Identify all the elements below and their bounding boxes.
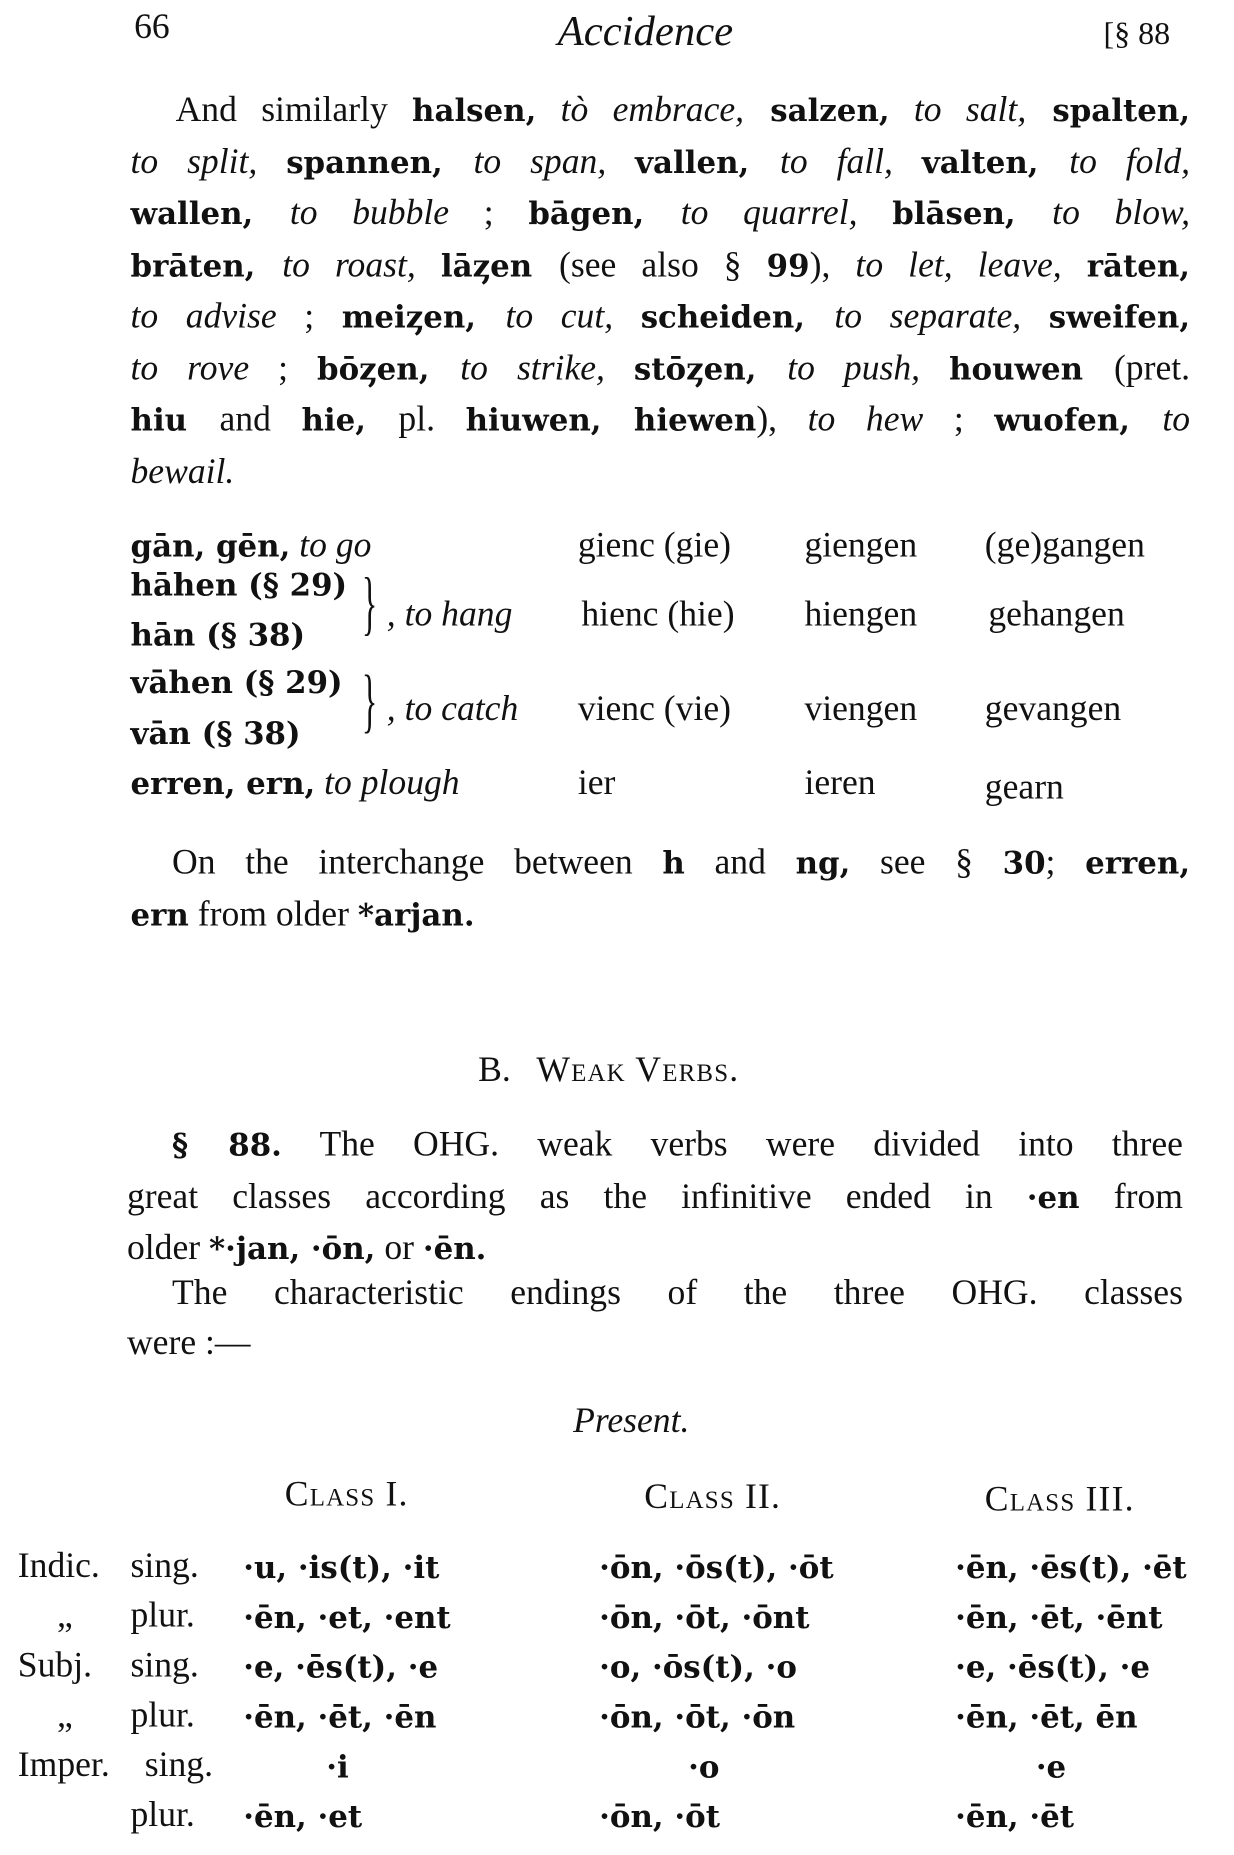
column-header: Class II. — [644, 1477, 782, 1517]
headword: bōȥen, — [316, 351, 461, 388]
verb-row-plough — [131, 758, 460, 810]
mood-label: Indic. — [17, 1546, 100, 1586]
mood-label: Imper. — [17, 1745, 110, 1785]
ending-cell: ·ēn, ·et — [243, 1799, 363, 1836]
headword: h — [662, 845, 685, 882]
infinitive: gān, gēn, — [130, 529, 291, 565]
text-run: On the interchange between — [172, 842, 663, 882]
gloss: to go — [299, 525, 372, 565]
ending-cell: ·u, ·is(t), ·it — [243, 1550, 440, 1587]
text-line — [127, 1268, 1183, 1317]
table-title: Present. — [573, 1401, 690, 1441]
ending-cell: ·e — [1035, 1750, 1067, 1786]
paragraph-similarly — [131, 85, 1191, 496]
headword: wallen, — [130, 196, 290, 233]
number-label: sing. — [130, 1546, 199, 1586]
ending-cell: ·o, ·ōs(t), ·o — [599, 1650, 797, 1687]
past-participle: gevangen — [984, 689, 1122, 729]
paragraph-interchange — [131, 838, 1191, 941]
section-reference: [§ 88 — [1103, 15, 1171, 52]
infinitive: hān (§ 38) — [130, 618, 306, 654]
infinitive: vān (§ 38) — [130, 716, 301, 753]
page-number: 66 — [134, 7, 170, 47]
ending-cell: ·ōn, ·ōt — [599, 1799, 720, 1836]
headword: § 88. — [172, 1128, 282, 1164]
headword: blāsen, — [892, 196, 1053, 233]
text-run: The characteristic endings of the three OHG. classes — [172, 1273, 1183, 1313]
gloss: to separate, — [834, 296, 1049, 336]
text-run: ; — [449, 193, 529, 233]
gloss: , to hang — [386, 594, 513, 634]
gloss: to rove — [130, 348, 250, 388]
ending-cell: ·e, ·ēs(t), ·e — [955, 1650, 1151, 1687]
headword: lāȥen — [440, 248, 560, 285]
infinitive: hāhen (§ 29) — [130, 568, 348, 604]
text-run: pl. — [398, 399, 466, 440]
text-line — [127, 1223, 1183, 1275]
text-line — [131, 395, 1191, 447]
text-run: and — [684, 842, 796, 882]
gloss: to hew — [807, 399, 924, 440]
headword: ·ēn. — [422, 1231, 487, 1268]
text-line — [131, 85, 1191, 137]
ending-cell: ·ēn, ·et, ·ent — [243, 1600, 451, 1637]
headword: ng, — [795, 845, 851, 882]
text-line — [131, 292, 1191, 344]
headword: erren, — [1085, 845, 1191, 882]
headword: *·jan, ·ōn, — [208, 1231, 376, 1268]
text-run: ; — [276, 296, 342, 336]
ending-cell: ·i — [326, 1750, 349, 1786]
preterite-singular: ier — [577, 762, 616, 803]
gloss: to split, — [130, 141, 287, 181]
text-line — [131, 343, 1191, 395]
preterite-singular: vienc (vie) — [577, 689, 732, 729]
ending-cell: ·ōn, ·ōt, ·ōnt — [599, 1600, 810, 1637]
text-run: ), — [756, 399, 808, 440]
headword: sweifen, — [1048, 300, 1191, 336]
headword: rāten, — [1086, 248, 1191, 285]
ending-cell: ·ēn, ·ēt, ēn — [955, 1700, 1138, 1736]
section-title: Weak Verbs. — [536, 1050, 740, 1090]
text-run: great classes according as the infinitive ended in — [126, 1176, 1027, 1216]
column-header: Class I. — [284, 1474, 409, 1514]
mood-label: „ — [56, 1695, 73, 1735]
number-label: sing. — [144, 1745, 213, 1785]
headword: 30 — [1002, 845, 1046, 882]
preterite-plural: giengen — [804, 525, 918, 565]
headword: salzen, — [744, 93, 890, 130]
text-run: ; — [249, 348, 317, 388]
text-run: and — [219, 399, 302, 440]
gloss: to blow, — [1052, 193, 1191, 233]
text-run: see § — [850, 842, 1003, 882]
ending-cell: ·ēn, ·ēt — [955, 1799, 1075, 1836]
text-line — [131, 240, 1191, 292]
gloss: to salt, — [889, 90, 1027, 130]
headword: ern — [130, 897, 189, 934]
gloss: to fall, — [779, 141, 922, 181]
headword: stōȥen, — [633, 351, 788, 388]
text-run: ), — [809, 245, 856, 285]
brace-icon: } — [361, 660, 378, 740]
gloss: , to catch — [386, 689, 519, 729]
gloss: to span, — [473, 141, 636, 181]
text-line — [131, 189, 1191, 241]
ending-cell: ·ōn, ·ōt, ·ōn — [599, 1700, 796, 1736]
text-run: ; — [923, 399, 995, 440]
text-line — [127, 1172, 1183, 1224]
preterite-singular: hienc (hie) — [581, 594, 735, 634]
preterite-plural: hiengen — [804, 594, 918, 634]
past-participle: gehangen — [988, 594, 1125, 634]
section-heading — [478, 1045, 739, 1094]
text-run: And similarly — [175, 90, 413, 130]
ending-cell: ·ēn, ·ēs(t), ·ēt — [955, 1550, 1187, 1587]
gloss: to fold, — [1069, 141, 1191, 181]
headword: houwen — [949, 351, 1114, 388]
paragraph-88 — [127, 1120, 1183, 1275]
text-line — [127, 1120, 1183, 1172]
headword: spalten, — [1026, 93, 1191, 130]
text-line — [131, 838, 1191, 890]
ending-cell: ·o — [688, 1750, 720, 1786]
text-run: older — [126, 1228, 209, 1268]
headword: ·en — [1026, 1179, 1080, 1216]
gloss: to strike, — [460, 348, 634, 388]
infinitive: erren, ern, — [130, 766, 316, 803]
headword: hiuwen, hiewen — [465, 403, 757, 440]
infinitive: vāhen (§ 29) — [130, 665, 343, 702]
past-participle: gearn — [984, 767, 1064, 807]
gloss: to plough — [324, 762, 460, 803]
ending-cell: ·e, ·ēs(t), ·e — [243, 1650, 439, 1687]
preterite-plural: viengen — [804, 689, 918, 729]
number-label: plur. — [130, 1795, 195, 1835]
gloss: to let, leave, — [855, 245, 1087, 285]
text-run: ; — [1045, 842, 1086, 882]
brace-icon: } — [361, 563, 378, 642]
gloss: to bubble — [289, 193, 450, 233]
text-run: from — [1079, 1176, 1183, 1216]
headword: wuofen, — [994, 403, 1163, 440]
section-letter: B. — [478, 1050, 511, 1090]
ending-cell: ·ōn, ·ōs(t), ·ōt — [599, 1550, 834, 1587]
headword: scheiden, — [640, 300, 835, 336]
gloss: to cut, — [505, 296, 641, 336]
text-run: were :— — [126, 1322, 251, 1362]
text-line — [127, 1318, 1183, 1367]
headword: valten, — [921, 145, 1070, 181]
text-line — [131, 889, 1191, 941]
headword: hie, — [301, 403, 399, 440]
mood-label: „ — [56, 1595, 73, 1635]
ending-cell: ·ēn, ·ēt, ·ēn — [243, 1700, 437, 1736]
headword: hiu — [130, 403, 220, 440]
headword: 99 — [766, 248, 810, 285]
headword: brāten, — [130, 248, 283, 285]
paragraph-endings — [127, 1268, 1183, 1366]
headword: meiȥen, — [341, 300, 506, 336]
text-line — [131, 447, 1191, 496]
mood-label: Subj. — [17, 1645, 92, 1685]
gloss: bewail. — [130, 451, 235, 491]
text-run: from older — [188, 894, 358, 934]
gloss: to advise — [130, 296, 277, 336]
gloss: to push, — [787, 348, 950, 388]
headword: halsen, — [412, 93, 537, 130]
preterite-plural: ieren — [804, 762, 876, 803]
running-title: Accidence — [557, 7, 734, 55]
column-header: Class III. — [984, 1479, 1135, 1519]
number-label: plur. — [130, 1695, 195, 1735]
text-line — [131, 137, 1191, 189]
headword: spannen, — [286, 145, 474, 181]
number-label: plur. — [130, 1595, 195, 1635]
preterite-singular: gienc (gie) — [577, 525, 732, 565]
text-run: The OHG. weak verbs were divided into three — [281, 1124, 1183, 1164]
text-run: or — [375, 1228, 423, 1268]
gloss: to roast, — [282, 245, 441, 285]
number-label: sing. — [130, 1645, 199, 1685]
text-run: (pret. — [1113, 348, 1191, 388]
ending-cell: ·ēn, ·ēt, ·ēnt — [955, 1600, 1163, 1637]
headword: bāgen, — [528, 196, 681, 233]
text-run: (see also § — [559, 245, 767, 285]
past-participle: (ge)gangen — [984, 525, 1145, 565]
headword: *arjan. — [357, 897, 475, 934]
headword: vallen, — [635, 145, 780, 181]
gloss: to — [1162, 399, 1191, 440]
gloss: to quarrel, — [680, 193, 893, 233]
gloss: tò embrace, — [536, 90, 745, 130]
